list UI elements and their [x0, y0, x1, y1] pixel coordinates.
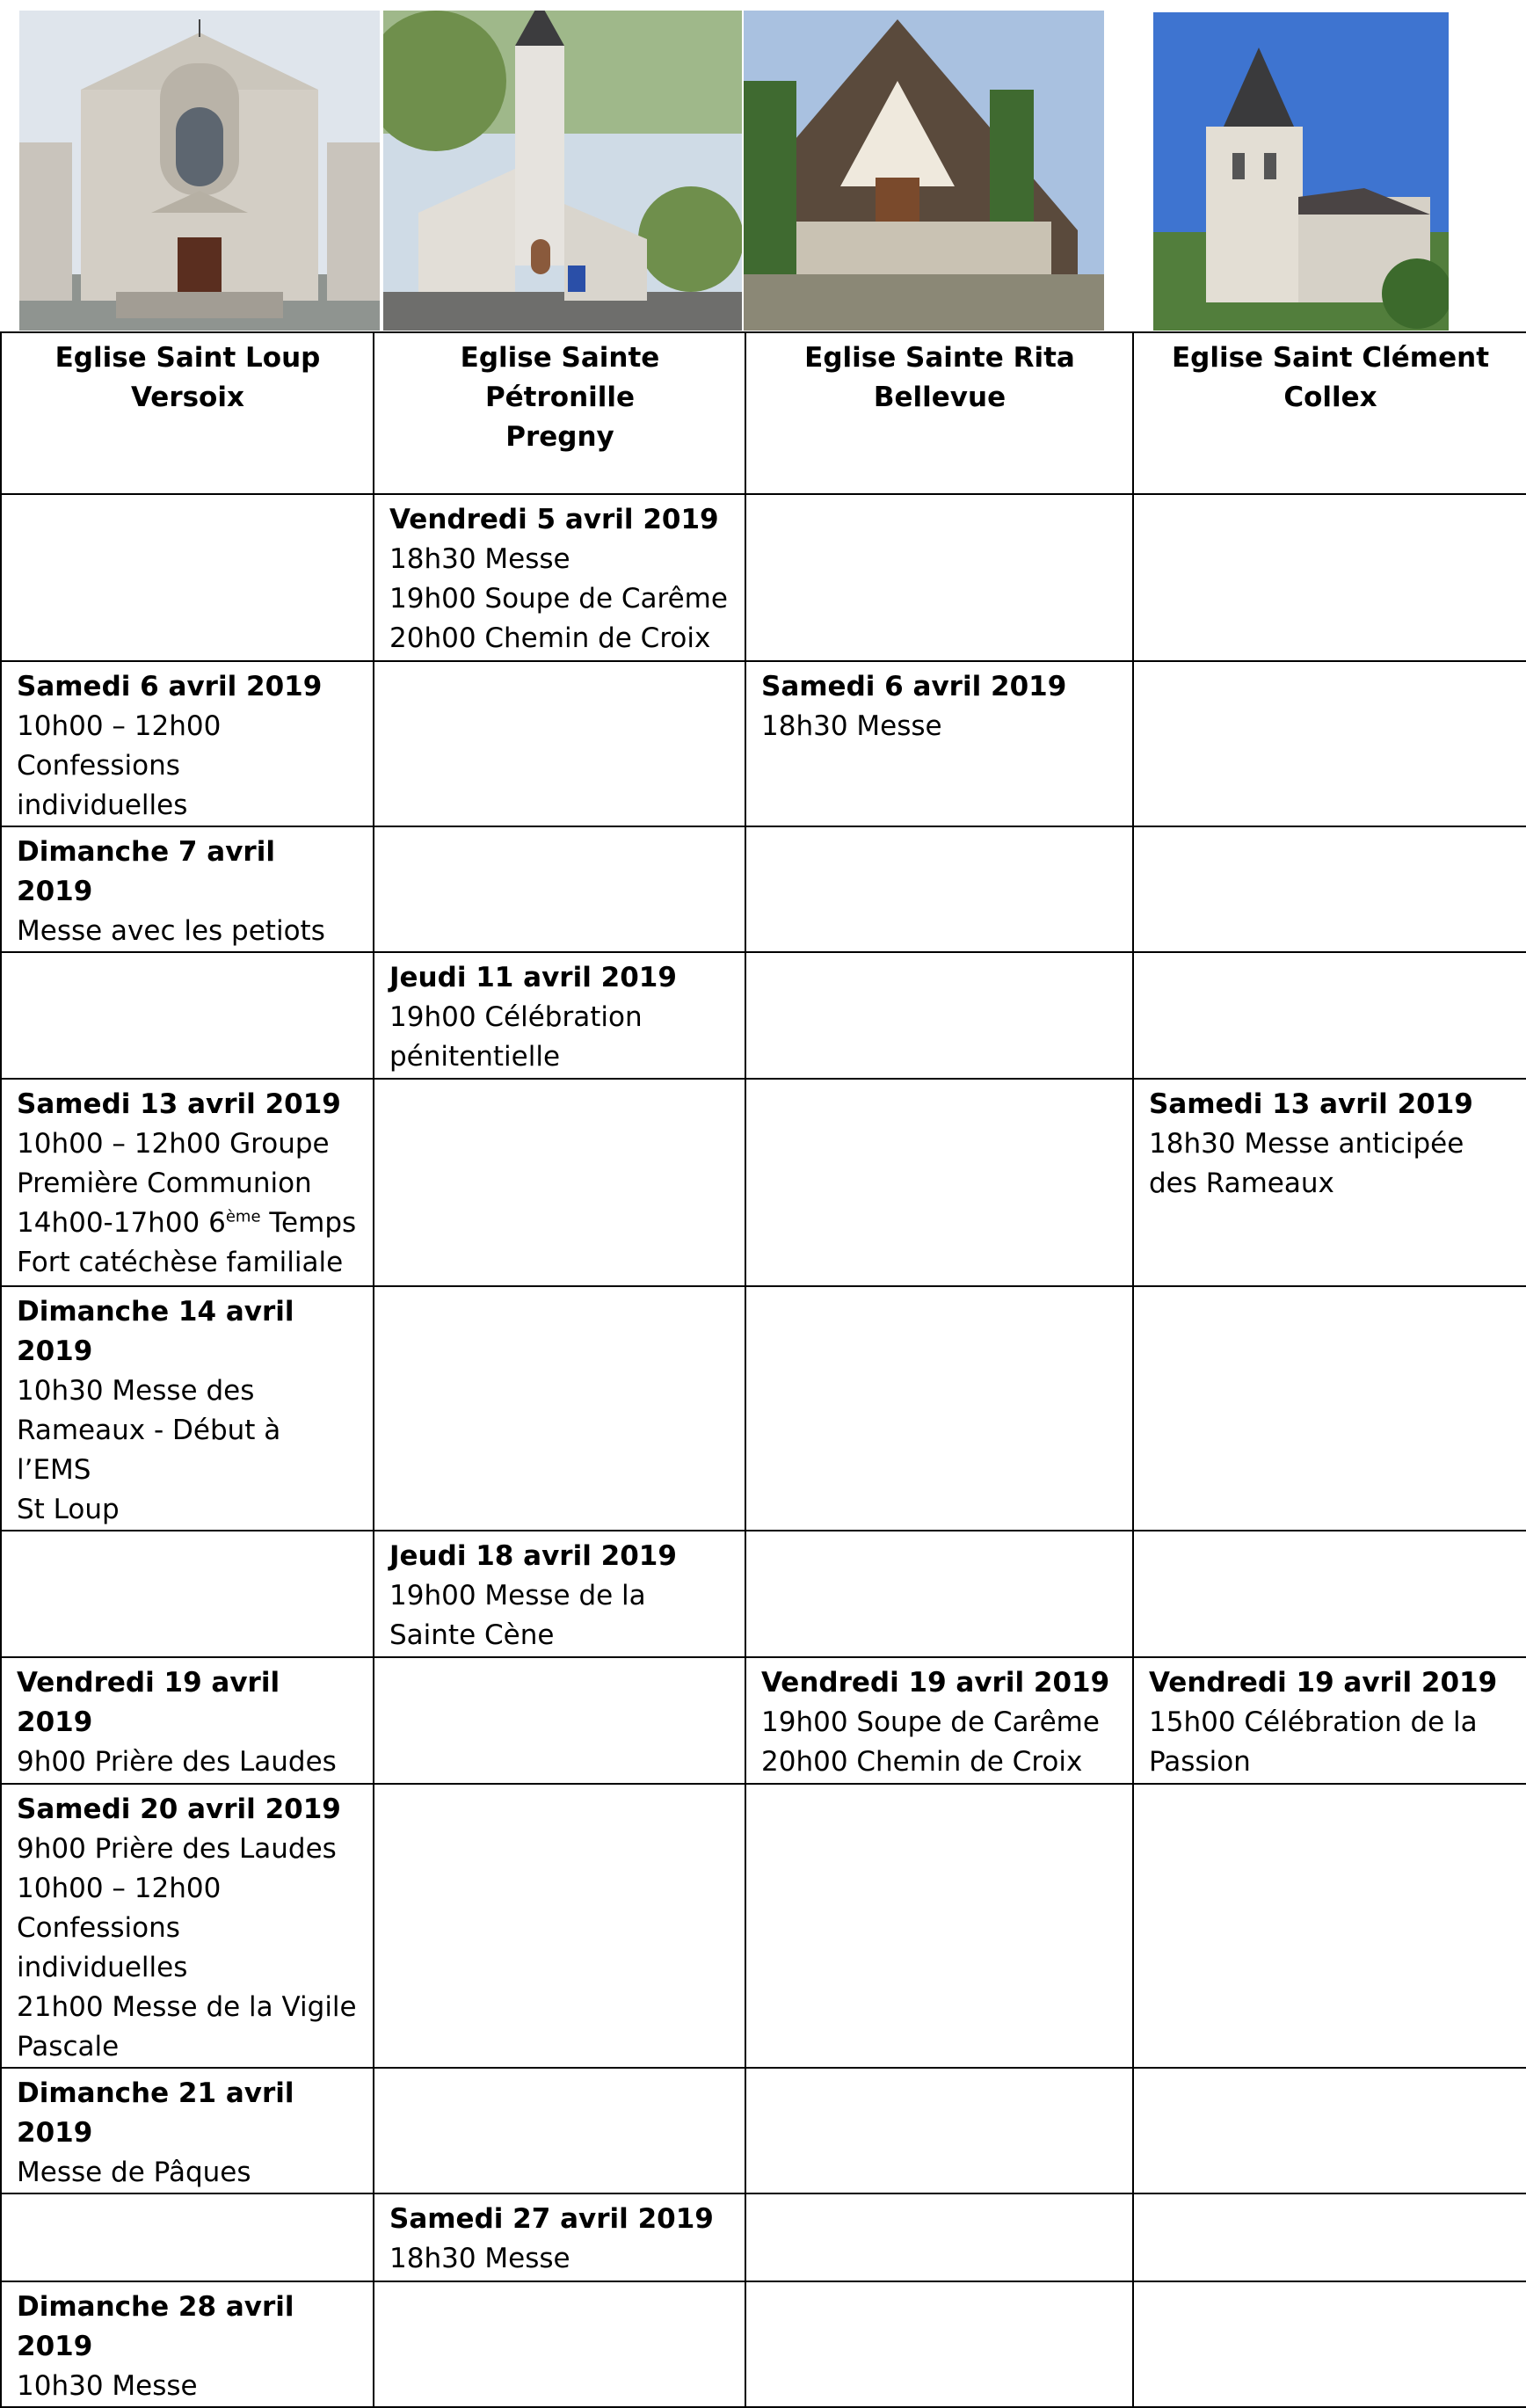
schedule-cell	[1133, 1784, 1526, 2068]
schedule-cell	[374, 1286, 745, 1531]
event-line	[17, 2027, 359, 2067]
event-line	[17, 912, 359, 951]
event-line-text: 10h00 – 12h00	[17, 710, 222, 742]
header-line1: Eglise Sainte Pétronille	[460, 342, 660, 413]
event-line	[17, 1869, 359, 1909]
event-line-text: 15h00 Célébration de la	[1149, 1706, 1478, 1738]
church-saint-clement-illustration	[1153, 12, 1449, 331]
event-line-text: Fort catéchèse familiale	[17, 1247, 344, 1278]
schedule-cell	[1, 2281, 374, 2407]
event-line-text: 19h00 Célébration	[389, 1001, 643, 1033]
event-date: Dimanche 14 avril 2019	[17, 1296, 294, 1367]
event-date: Vendredi 19 avril 2019	[17, 1667, 280, 1738]
schedule-cell	[1, 661, 374, 826]
event-line	[1149, 1703, 1512, 1742]
schedule-cell	[1, 494, 374, 661]
event-line-text: Rameaux - Début à l’EMS	[17, 1415, 281, 1486]
event-line	[389, 1037, 730, 1077]
schedule-cell	[1, 952, 374, 1079]
schedule-cell	[374, 1079, 745, 1286]
event-line-text: Messe de Pâques	[17, 2157, 251, 2188]
event-date: Dimanche 7 avril 2019	[17, 836, 275, 907]
schedule-cell	[374, 2068, 745, 2193]
schedule-table	[0, 331, 1526, 2408]
event-line-continuation: Temps	[269, 1207, 357, 1239]
schedule-cell	[1, 2193, 374, 2281]
event-line	[389, 998, 730, 1037]
event-line-text: 19h00 Soupe de Carême	[761, 1706, 1100, 1738]
event-line	[17, 1243, 359, 1283]
schedule-cell	[745, 1079, 1133, 1286]
event-line	[17, 1490, 359, 1530]
event-line-text: Sainte Cène	[389, 1619, 555, 1651]
schedule-cell	[1133, 661, 1526, 826]
schedule-cell	[374, 952, 745, 1079]
header-line2: Collex	[1283, 382, 1377, 413]
schedule-cell	[745, 826, 1133, 952]
event-line	[17, 2367, 359, 2406]
event-line-text: 14h00-17h00 6	[17, 1207, 226, 1239]
event-line	[1149, 1124, 1512, 1164]
schedule-cell	[745, 1784, 1133, 2068]
church-sainte-petronille-illustration	[383, 11, 742, 331]
event-line	[761, 1703, 1118, 1742]
event-line	[17, 1204, 359, 1243]
schedule-cell	[1133, 1286, 1526, 1531]
event-line-text: 18h30 Messe anticipée	[1149, 1128, 1464, 1160]
header-saint-clement	[1133, 332, 1526, 494]
schedule-cell	[1, 1079, 374, 1286]
schedule-cell	[745, 952, 1133, 1079]
schedule-cell	[1133, 826, 1526, 952]
event-date: Jeudi 11 avril 2019	[389, 962, 677, 993]
schedule-row	[1, 1784, 1526, 2068]
schedule-cell	[1133, 494, 1526, 661]
church-sainte-rita-illustration	[744, 11, 1104, 331]
event-line	[17, 1830, 359, 1869]
event-line-text: des Rameaux	[1149, 1168, 1334, 1199]
photo-saint-clement	[1153, 12, 1449, 331]
event-date: Samedi 27 avril 2019	[389, 2203, 714, 2235]
event-line-text: 9h00 Prière des Laudes	[17, 1833, 337, 1865]
schedule-cell	[374, 494, 745, 661]
schedule-cell	[1, 1286, 374, 1531]
event-line	[17, 707, 359, 746]
schedule-cell	[1, 826, 374, 952]
schedule-cell	[745, 494, 1133, 661]
schedule-row	[1, 2068, 1526, 2193]
header-saint-loup	[1, 332, 374, 494]
event-line-text: Première Communion	[17, 1168, 312, 1199]
schedule-cell	[374, 2281, 745, 2407]
schedule-cell	[745, 661, 1133, 826]
event-line	[389, 619, 730, 658]
schedule-row	[1, 952, 1526, 1079]
church-saint-loup-illustration	[19, 11, 380, 331]
event-line-text: 10h00 – 12h00	[17, 1873, 222, 1904]
schedule-row	[1, 1079, 1526, 1286]
header-line2: Pregny	[505, 421, 614, 453]
schedule-cell	[374, 661, 745, 826]
event-date: Vendredi 5 avril 2019	[389, 504, 719, 535]
event-line	[17, 1371, 359, 1411]
ordinal-superscript: ème	[225, 1207, 261, 1226]
event-date: Samedi 6 avril 2019	[17, 671, 323, 702]
event-date: Samedi 13 avril 2019	[1149, 1088, 1473, 1120]
event-date: Vendredi 19 avril 2019	[1149, 1667, 1498, 1699]
photo-sainte-rita	[744, 11, 1104, 331]
event-line	[17, 1742, 359, 1782]
event-line	[17, 2153, 359, 2193]
schedule-cell	[745, 2281, 1133, 2407]
event-line-text: St Loup	[17, 1494, 120, 1525]
event-line	[389, 1576, 730, 1616]
schedule-cell	[1133, 1079, 1526, 1286]
event-line	[389, 540, 730, 579]
event-date: Vendredi 19 avril 2019	[761, 1667, 1110, 1699]
event-line-text: Confessions individuelles	[17, 1912, 188, 1983]
header-line1: Eglise Saint Loup	[54, 342, 321, 374]
photo-saint-loup	[19, 11, 380, 331]
event-line	[17, 1411, 359, 1490]
schedule-row	[1, 1657, 1526, 1784]
schedule-cell	[1, 2068, 374, 2193]
schedule-row	[1, 2193, 1526, 2281]
schedule-row	[1, 1286, 1526, 1531]
schedule-row	[1, 2281, 1526, 2407]
event-line	[389, 2239, 730, 2279]
event-line	[389, 579, 730, 619]
event-line	[389, 1616, 730, 1655]
event-line	[17, 1909, 359, 1988]
event-line-text: 20h00 Chemin de Croix	[389, 622, 711, 654]
schedule-row	[1, 1531, 1526, 1657]
event-line	[761, 1742, 1118, 1782]
event-line	[761, 707, 1118, 746]
photo-sainte-petronille	[383, 11, 742, 331]
event-line-text: 9h00 Prière des Laudes	[17, 1746, 337, 1778]
event-date: Samedi 20 avril 2019	[17, 1793, 341, 1825]
event-line-text: 20h00 Chemin de Croix	[761, 1746, 1083, 1778]
schedule-cell	[1, 1531, 374, 1657]
event-line	[17, 1124, 359, 1164]
schedule-cell	[374, 826, 745, 952]
schedule-cell	[1133, 2281, 1526, 2407]
event-line-text: 21h00 Messe de la Vigile	[17, 1991, 357, 2023]
schedule-cell	[1133, 1657, 1526, 1784]
schedule-cell	[374, 1657, 745, 1784]
schedule-cell	[1, 1657, 374, 1784]
event-line-text: Pascale	[17, 2031, 120, 2062]
event-line-text: 10h00 – 12h00 Groupe	[17, 1128, 330, 1160]
schedule-cell	[745, 1286, 1133, 1531]
schedule-cell	[1133, 1531, 1526, 1657]
event-line-text: 18h30 Messe	[389, 543, 570, 575]
schedule-cell	[1133, 2193, 1526, 2281]
header-line2: Bellevue	[873, 382, 1006, 413]
event-date: Dimanche 28 avril 2019	[17, 2291, 294, 2362]
schedule-cell	[374, 1784, 745, 2068]
event-line	[17, 746, 359, 826]
event-line-text: 19h00 Soupe de Carême	[389, 583, 728, 615]
schedule-cell	[374, 1531, 745, 1657]
schedule-row	[1, 661, 1526, 826]
event-line-text: Messe avec les petiots	[17, 915, 325, 947]
event-line-text: 10h30 Messe des	[17, 1375, 255, 1407]
schedule-cell	[1133, 952, 1526, 1079]
event-date: Samedi 6 avril 2019	[761, 671, 1067, 702]
event-date: Samedi 13 avril 2019	[17, 1088, 341, 1120]
schedule-cell	[745, 1657, 1133, 1784]
event-line-text: Passion	[1149, 1746, 1251, 1778]
schedule-cell	[374, 2193, 745, 2281]
header-line1: Eglise Saint Clément	[1171, 342, 1490, 374]
schedule-cell	[745, 2068, 1133, 2193]
event-line	[17, 1988, 359, 2027]
event-line-text: 10h30 Messe	[17, 2370, 198, 2402]
header-row	[1, 332, 1526, 494]
event-line-text: pénitentielle	[389, 1041, 561, 1073]
event-date: Jeudi 18 avril 2019	[389, 1540, 677, 1572]
header-sainte-rita	[745, 332, 1133, 494]
event-line	[17, 1164, 359, 1204]
schedule-cell	[1, 1784, 374, 2068]
event-line	[1149, 1164, 1512, 1204]
schedule-cell	[745, 1531, 1133, 1657]
event-line-text: 19h00 Messe de la	[389, 1580, 646, 1611]
event-line	[1149, 1742, 1512, 1782]
event-line-text: Confessions individuelles	[17, 750, 188, 821]
header-line2: Versoix	[131, 382, 244, 413]
schedule-row	[1, 494, 1526, 661]
schedule-row	[1, 826, 1526, 952]
schedule-cell	[1133, 2068, 1526, 2193]
header-line1: Eglise Sainte Rita	[804, 342, 1075, 374]
event-date: Dimanche 21 avril 2019	[17, 2077, 294, 2149]
event-line-text: 18h30 Messe	[389, 2243, 570, 2274]
schedule-cell	[745, 2193, 1133, 2281]
header-sainte-petronille	[374, 332, 745, 494]
event-line-text: 18h30 Messe	[761, 710, 942, 742]
